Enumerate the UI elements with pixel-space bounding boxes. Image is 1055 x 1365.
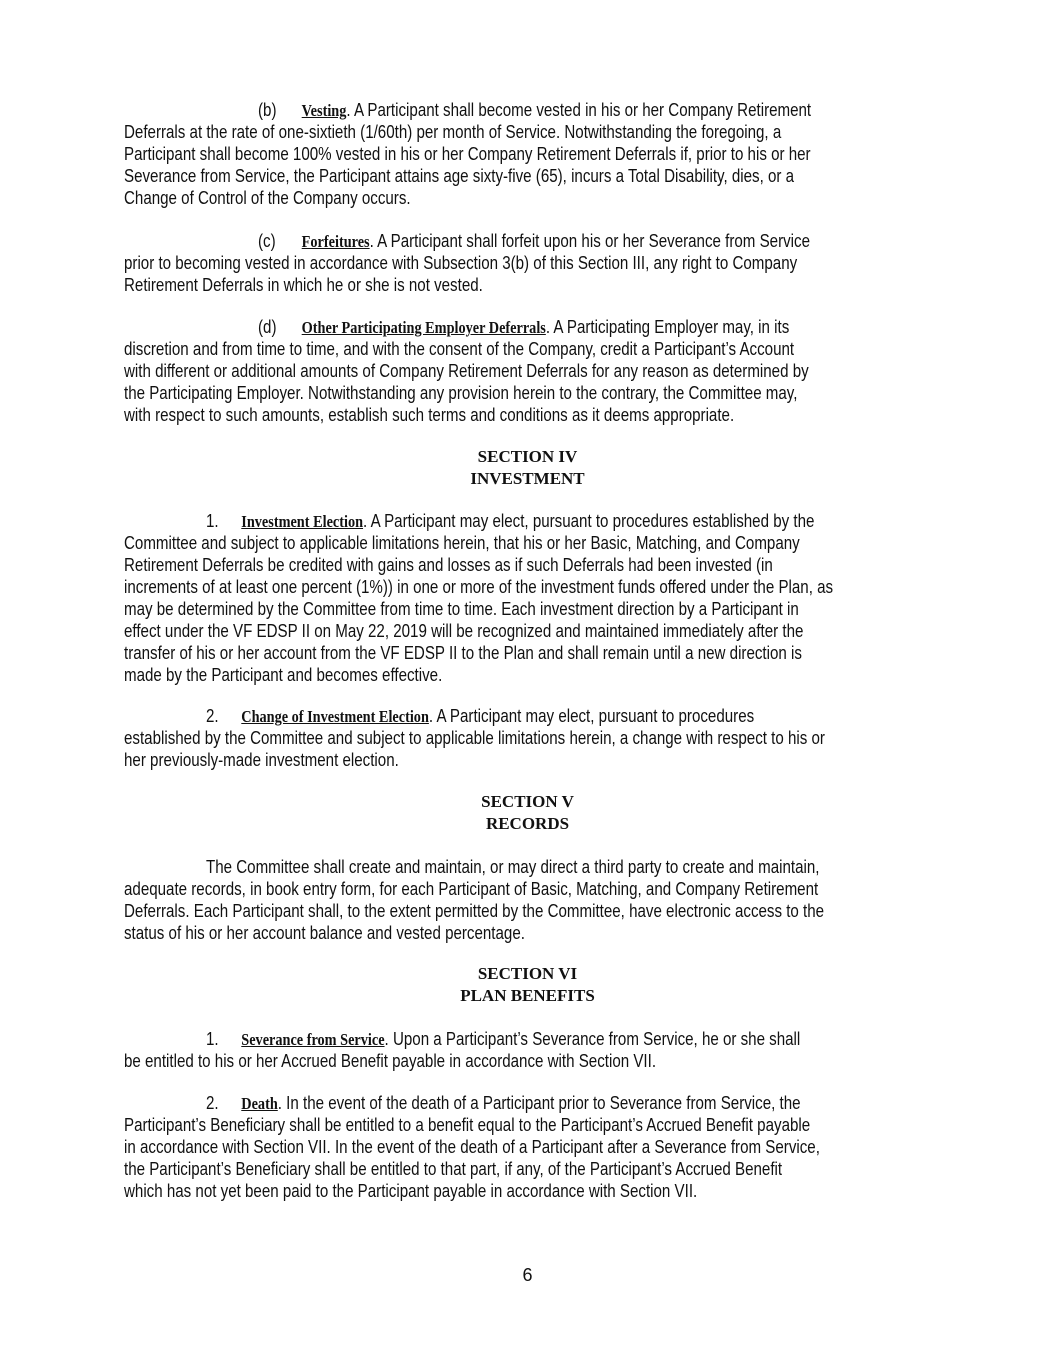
- paragraph-line: [206, 1028, 800, 1050]
- paragraph-line: Deferrals. Each Participant shall, to the extent permitted by the Committee, have electronic access to the: [124, 901, 825, 921]
- subsection-label: (d): [258, 317, 277, 337]
- paragraph-line: adequate records, in book entry form, for each Participant of Basic, Matching, and Company Retirement: [124, 879, 819, 899]
- paragraph-line: with different or additional amounts of Company Retirement Deferrals for any reason as determined by: [124, 361, 809, 381]
- item-number: 2.: [206, 1093, 219, 1113]
- paragraph-line: Retirement Deferrals be credited with gains and losses as if such Deferrals had been invested (in: [124, 555, 773, 575]
- paragraph-line: be entitled to his or her Accrued Benefit payable in accordance with Section VII.: [124, 1051, 657, 1071]
- item-heading: Death: [241, 1094, 278, 1113]
- item-number: 2.: [206, 706, 219, 726]
- paragraph-line: her previously-made investment election.: [124, 750, 399, 770]
- item-number: 1.: [206, 1029, 219, 1049]
- line-text: . A Participating Employer may, in its: [545, 317, 790, 337]
- line-text: . In the event of the death of a Participant prior to Severance from Service, the: [277, 1093, 801, 1113]
- paragraph-line: the Participant’s Beneficiary shall be entitled to that part, if any, of the Participant’s Accrued Benefit: [124, 1159, 783, 1179]
- paragraph-line: may be determined by the Committee from time to time. Each investment direction by a Participant in: [124, 599, 799, 619]
- subsection-label: (b): [258, 100, 277, 120]
- section-v-title: SECTION V: [481, 792, 574, 811]
- line-text: . Upon a Participant’s Severance from Service, he or she shall: [384, 1029, 801, 1049]
- line-text: . A Participant shall become vested in his or her Company Retirement: [346, 100, 812, 120]
- paragraph-line: [206, 510, 814, 532]
- subsection-heading: Other Participating Employer Deferrals: [301, 318, 546, 337]
- paragraph-line: increments of at least one percent (1%)) in one or more of the investment funds offered under the Plan, as: [124, 577, 834, 597]
- paragraph-line: Participant’s Beneficiary shall be entitled to a benefit equal to the Participant’s Accrued Benefit payable: [124, 1115, 811, 1135]
- line-text: . A Participant may elect, pursuant to procedures established by the: [363, 511, 815, 531]
- paragraph-line: [258, 230, 810, 252]
- paragraph-line: [206, 1092, 801, 1114]
- section-iv-title: SECTION IV: [477, 447, 578, 466]
- paragraph-line: which has not yet been paid to the Participant payable in accordance with Section VII.: [124, 1181, 698, 1201]
- section-vi-subtitle: PLAN BENEFITS: [460, 986, 595, 1005]
- paragraph-line: the Participating Employer. Notwithstanding any provision herein to the contrary, the Committee may,: [124, 383, 798, 403]
- paragraph-line: Retirement Deferrals in which he or she is not vested.: [124, 275, 483, 295]
- section-v-subtitle: RECORDS: [485, 814, 570, 833]
- subsection-heading: Vesting: [301, 101, 347, 120]
- line-text: . A Participant may elect, pursuant to procedures: [428, 706, 755, 726]
- paragraph-line: The Committee shall create and maintain, or may direct a third party to create and maintain,: [206, 857, 820, 877]
- paragraph-line: Change of Control of the Company occurs.: [124, 188, 411, 208]
- item-number: 1.: [206, 511, 219, 531]
- paragraph-line: Deferrals at the rate of one-sixtieth (1/60th) per month of Service. Notwithstanding the foregoing, a: [124, 122, 782, 142]
- paragraph-line: established by the Committee and subject to applicable limitations herein, a change with respect to his or: [124, 728, 825, 748]
- page-number: 6: [522, 1265, 533, 1285]
- paragraph-line: in accordance with Section VII. In the event of the death of a Participant after a Severance from Service,: [124, 1137, 820, 1157]
- paragraph-line: prior to becoming vested in accordance with Subsection 3(b) of this Section III, any right to Company: [124, 253, 798, 273]
- paragraph-line: [258, 99, 811, 121]
- paragraph-line: made by the Participant and becomes effective.: [124, 665, 443, 685]
- paragraph-line: Participant shall become 100% vested in his or her Company Retirement Deferrals if, prior to his or her: [124, 144, 811, 164]
- item-heading: Severance from Service: [241, 1030, 385, 1049]
- paragraph-line: status of his or her account balance and vested percentage.: [124, 923, 525, 943]
- paragraph-line: [206, 705, 754, 727]
- paragraph-line: effect under the VF EDSP II on May 22, 2019 will be recognized and maintained immediately after the: [124, 621, 804, 641]
- subsection-heading: Forfeitures: [301, 232, 370, 251]
- paragraph-line: discretion and from time to time, and with the consent of the Company, credit a Participant’s Account: [124, 339, 795, 359]
- item-heading: Change of Investment Election: [241, 707, 429, 726]
- paragraph-line: Committee and subject to applicable limitations herein, that his or her Basic, Matching, and Company: [124, 533, 800, 553]
- paragraph-line: [258, 316, 789, 338]
- section-iv-subtitle: INVESTMENT: [470, 469, 585, 488]
- paragraph-line: transfer of his or her account from the VF EDSP II to the Plan and shall remain until a new direction is: [124, 643, 802, 663]
- paragraph-line: Severance from Service, the Participant attains age sixty-five (65), incurs a Total Disability, dies, or a: [124, 166, 795, 186]
- subsection-label: (c): [258, 231, 276, 251]
- item-heading: Investment Election: [241, 512, 364, 531]
- section-vi-title: SECTION VI: [477, 964, 578, 983]
- paragraph-line: with respect to such amounts, establish such terms and conditions as it deems appropriate.: [124, 405, 735, 425]
- line-text: . A Participant shall forfeit upon his or her Severance from Service: [369, 231, 810, 251]
